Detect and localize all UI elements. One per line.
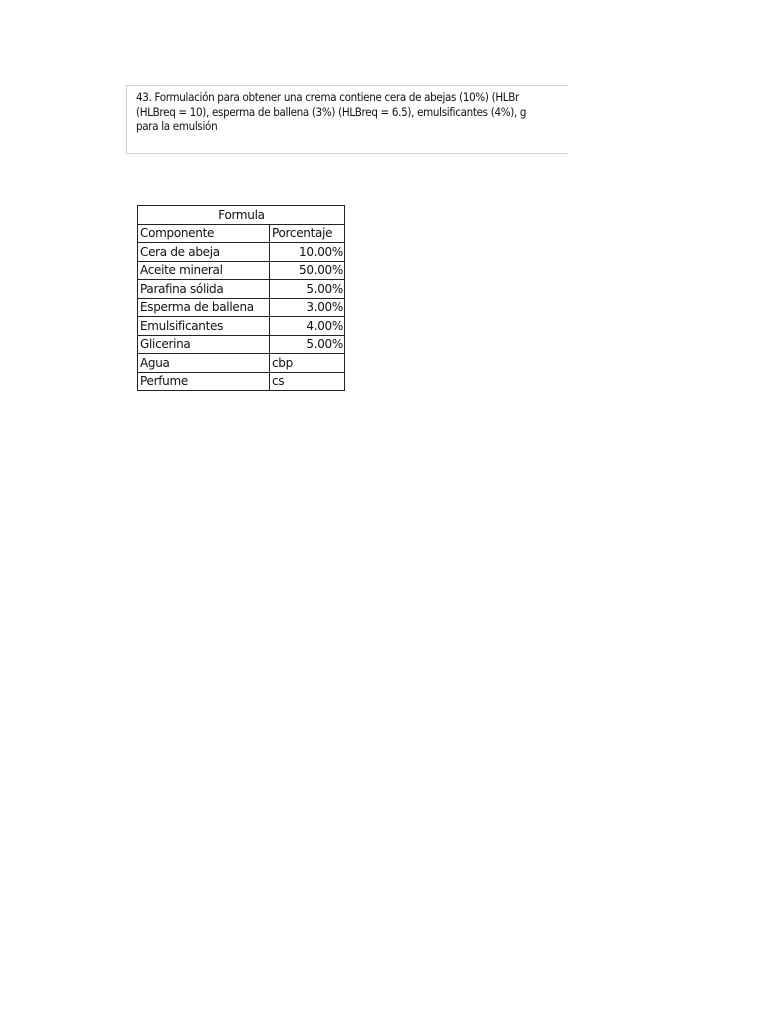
componente-cell: Emulsificantes (138, 317, 270, 336)
componente-cell: Parafina sólida (138, 280, 270, 299)
problem-statement (136, 90, 526, 134)
componente-cell: Aceite mineral (138, 261, 270, 280)
componente-cell: Cera de abeja (138, 243, 270, 262)
porcentaje-cell: 50.00% (270, 261, 345, 280)
porcentaje-cell: cbp (270, 354, 345, 373)
componente-cell: Perfume (138, 372, 270, 391)
formula-title: Formula (138, 206, 345, 225)
table-row (138, 372, 345, 391)
header-componente: Componente (138, 224, 270, 243)
porcentaje-cell: 10.00% (270, 243, 345, 262)
componente-cell: Glicerina (138, 335, 270, 354)
formula-title-row (138, 206, 345, 225)
table-row (138, 354, 345, 373)
componente-cell: Esperma de ballena (138, 298, 270, 317)
componente-cell: Agua (138, 354, 270, 373)
problem-line-1: 43. Formulación para obtener una crema contiene cera de abejas (10%) (HLBr (136, 90, 519, 104)
table-row (138, 298, 345, 317)
porcentaje-cell: 4.00% (270, 317, 345, 336)
porcentaje-cell: cs (270, 372, 345, 391)
table-row (138, 317, 345, 336)
table-row (138, 243, 345, 262)
porcentaje-cell: 5.00% (270, 280, 345, 299)
problem-statement-box (126, 85, 568, 154)
problem-line-3: para la emulsión (136, 119, 218, 133)
table-row (138, 280, 345, 299)
table-row (138, 335, 345, 354)
table-row (138, 261, 345, 280)
header-porcentaje: Porcentaje (270, 224, 345, 243)
porcentaje-cell: 3.00% (270, 298, 345, 317)
problem-line-2: (HLBreq = 10), esperma de ballena (3%) (HLBreq = 6.5), emulsificantes (4%), g (136, 104, 527, 119)
formula-header-row (138, 224, 345, 243)
porcentaje-cell: 5.00% (270, 335, 345, 354)
formula-table (137, 205, 345, 391)
